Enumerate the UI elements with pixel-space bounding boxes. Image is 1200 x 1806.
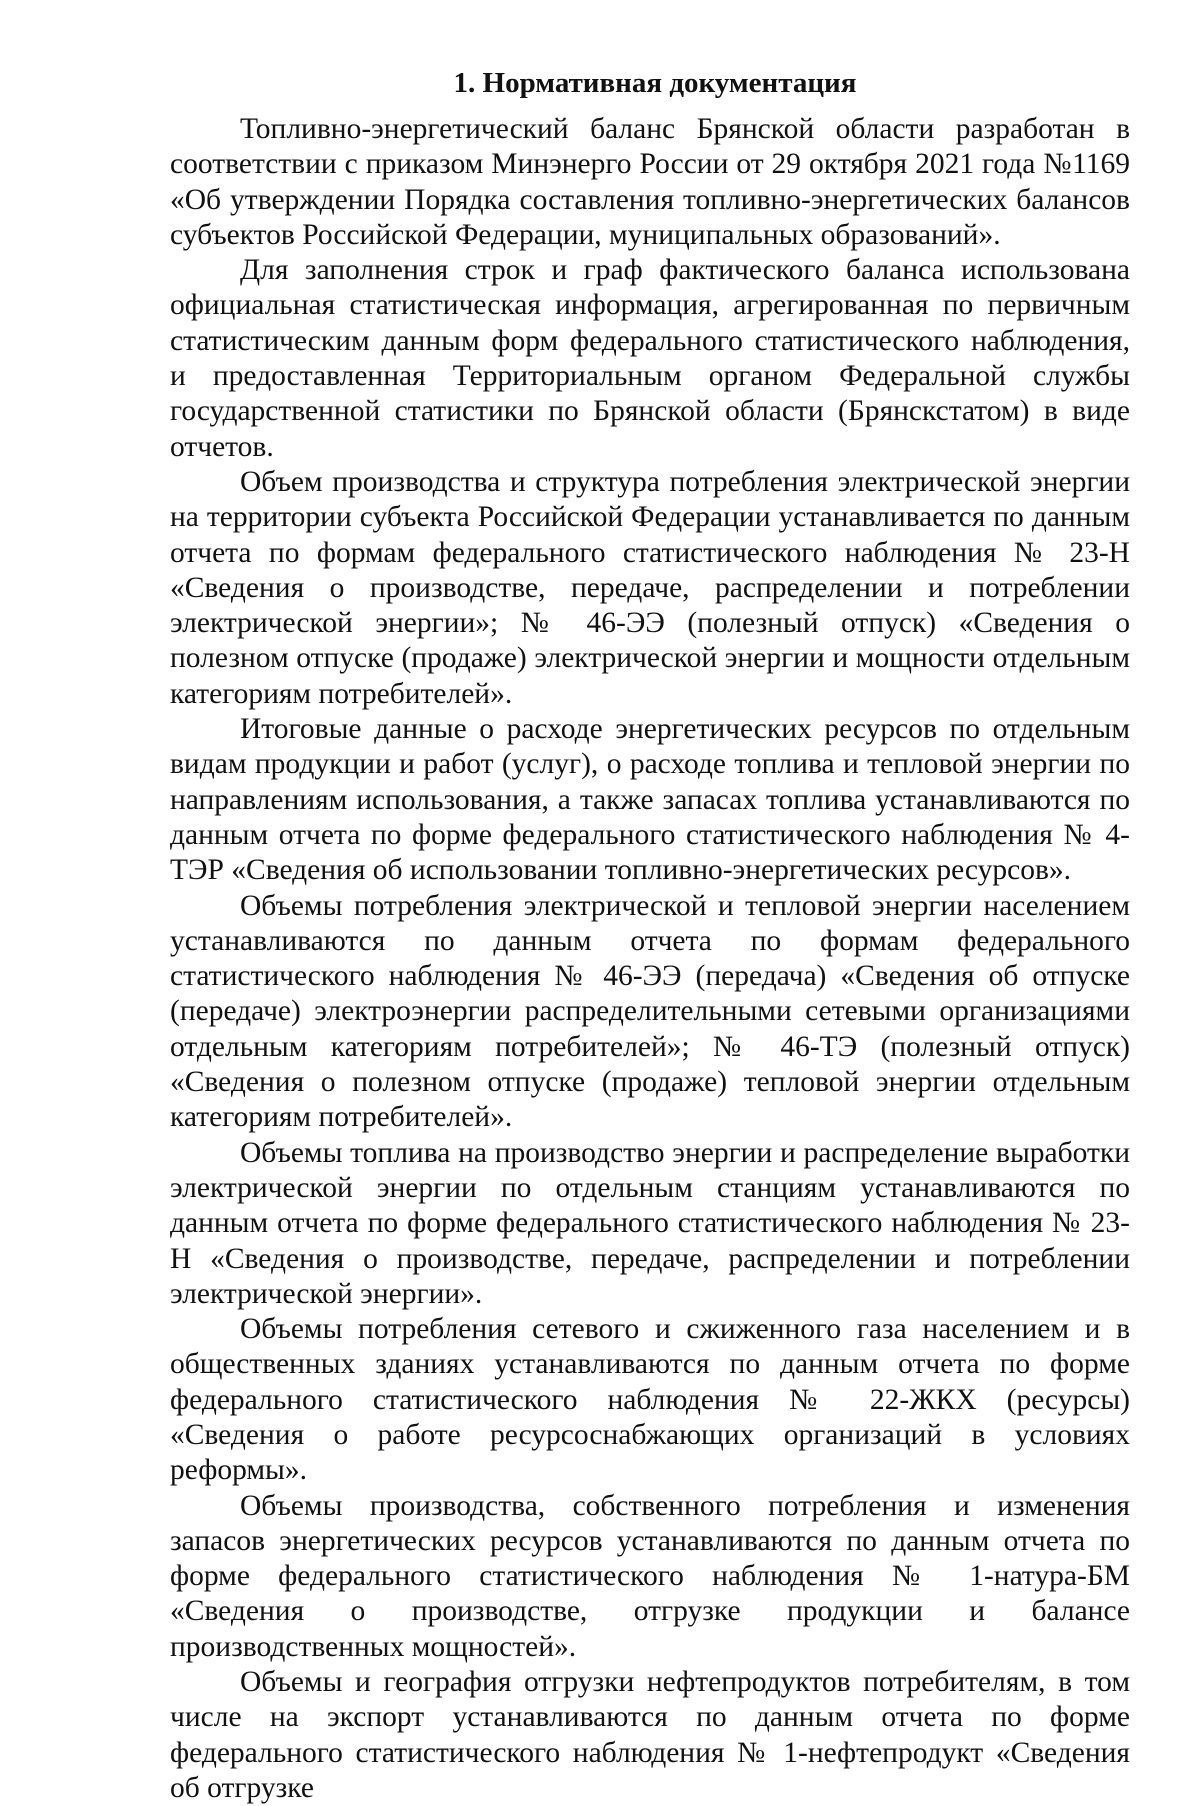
paragraph-production-and-stocks: Объемы производства, собственного потребления и изменения запасов энергетических ресурсов устанавливаются по данным отчета по форме федерального статистического наблюдения № 1-натура-БМ «Сведения о производстве, отгрузке продукции и балансе производственных мощностей». xyxy=(170,1489,1130,1663)
paragraph-oil-products-shipment: Объемы и география отгрузки нефтепродуктов потребителям, в том числе на экспорт устанавливаются по данным отчета по форме федерального статистического наблюдения № 1-нефтепродукт «Сведения об отгрузке xyxy=(170,1666,1130,1804)
document-body xyxy=(170,64,1130,1804)
paragraph-fuel-for-energy: Объемы топлива на производство энергии и распределение выработки электрической энергии по отдельным станциям устанавливаются по данным отчета по форме федерального статистического наблюдения № 23-Н «Сведения о производстве, передаче, распределении и потреблении электрической энергии». xyxy=(170,1136,1130,1310)
paragraph-electricity-production: Объем производства и структура потребления электрической энергии на территории субъекта Российской Федерации устанавливается по данным отчета по формам федерального статистического наблюдения № 23-Н «Сведения о производстве, передаче, распределении и потреблении электрической энергии»; № 46-ЭЭ (полезный отпуск) «Сведения о полезном отпуске (продаже) электрической энергии и мощности отдельным категориям потребителей». xyxy=(170,465,1130,710)
paragraph-normative-basis: Топливно-энергетический баланс Брянской области разработан в соответствии с приказом Минэнерго России от 29 октября 2021 года №1169 «Об утверждении Порядка составления топливно-энергетических балансов субъектов Российской Федерации, муниципальных образований». xyxy=(170,113,1130,251)
paragraph-population-consumption: Объемы потребления электрической и тепловой энергии населением устанавливаются по данным отчета по формам федерального статистического наблюдения № 46-ЭЭ (передача) «Сведения об отпуске (передаче) электроэнергии распределительными сетевыми организациями отдельным категориям потребителей»; № 46-ТЭ (полезный отпуск) «Сведения о полезном отпуске (продаже) тепловой энергии отдельным категориям потребителей». xyxy=(170,889,1130,1134)
section-heading: 1. Нормативная документация xyxy=(453,67,857,99)
paragraph-energy-consumption-totals: Итоговые данные о расходе энергетических ресурсов по отдельным видам продукции и работ (услуг), о расходе топлива и тепловой энергии по направлениям использования, а также запасах топлива устанавливаются по данным отчета по форме федерального статистического наблюдения № 4-ТЭР «Сведения об использовании топливно-энергетических ресурсов». xyxy=(170,713,1130,887)
paragraph-gas-consumption: Объемы потребления сетевого и сжиженного газа населением и в общественных зданиях устанавливаются по данным отчета по форме федерального статистического наблюдения № 22-ЖКХ (ресурсы) «Сведения о работе ресурсоснабжающих организаций в условиях реформы». xyxy=(170,1313,1130,1487)
paragraph-statistical-sources: Для заполнения строк и граф фактического баланса использована официальная статистическая информация, агрегированная по первичным статистическим данным форм федерального статистического наблюдения, и предоставленная Территориальным органом Федеральной службы государственной статистики по Брянской области (Брянскстатом) в виде отчетов. xyxy=(170,254,1130,463)
